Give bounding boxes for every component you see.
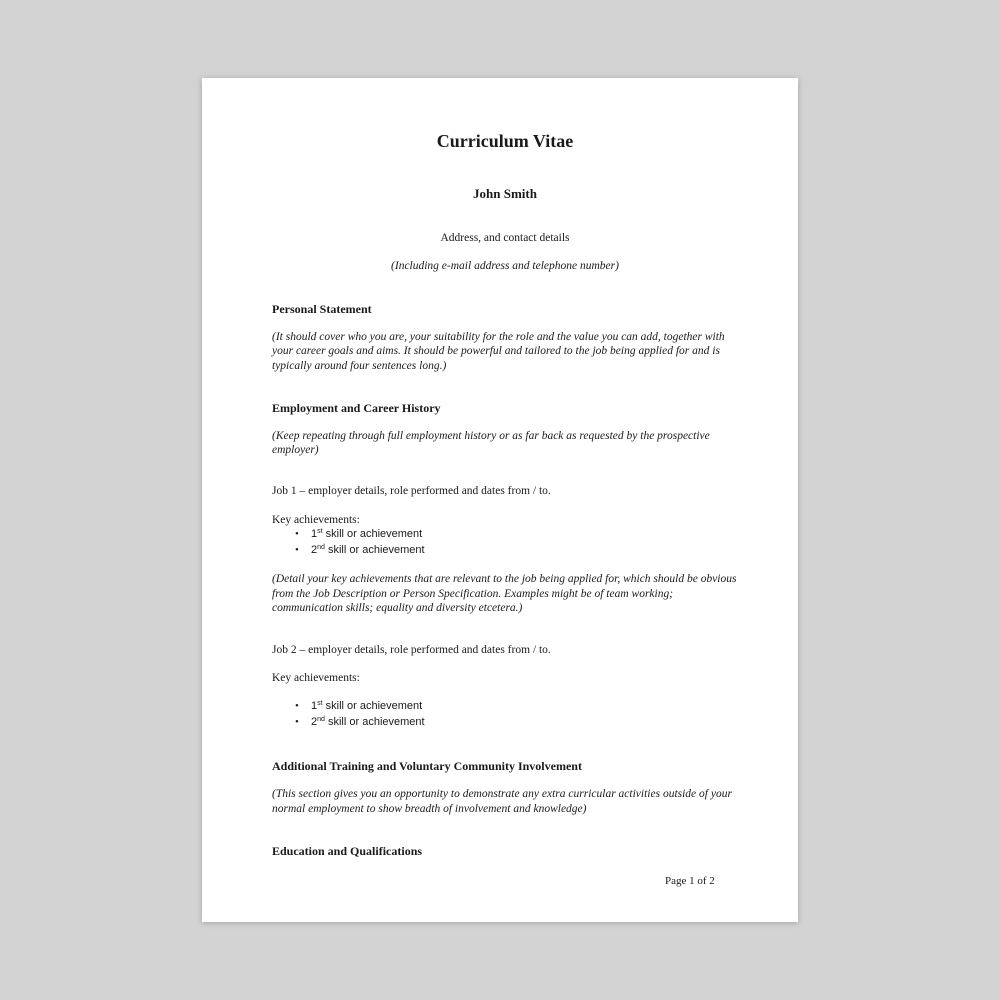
candidate-name: John Smith	[473, 186, 537, 201]
additional-training-heading: Additional Training and Voluntary Community Involvement	[272, 759, 582, 774]
list-item	[295, 543, 738, 559]
list-item	[295, 715, 738, 731]
address-note: (Including e-mail address and telephone number)	[391, 260, 619, 272]
bullet-icon: •	[295, 528, 299, 541]
address-line: Address, and contact details	[440, 232, 570, 244]
education-heading: Education and Qualifications	[272, 843, 423, 858]
bullet-text: 2nd skill or achievement	[311, 716, 425, 729]
job2-bullet-list	[295, 699, 738, 731]
document-title: Curriculum Vitae	[436, 131, 574, 151]
job1-key-achievements-label: Key achievements:	[272, 514, 360, 527]
bullet-text: 1st skill or achievement	[311, 700, 423, 713]
additional-training-guidance: (This section gives you an opportunity to demonstrate any extra curricular activities outside of your normal employment to show breadth of involvement and knowledge)	[272, 788, 732, 815]
list-item	[295, 699, 738, 715]
list-item	[295, 527, 738, 543]
job1-title: Job 1 – employer details, role performed and dates from / to.	[272, 485, 551, 498]
page-number-label: Page 1 of 2	[665, 875, 715, 887]
bullet-icon: •	[295, 716, 299, 729]
employment-guidance: (Keep repeating through full employment history or as far back as requested by the prospective employer)	[272, 429, 710, 457]
bullet-icon: •	[295, 700, 299, 713]
personal-statement-heading: Personal Statement	[272, 302, 372, 316]
job1-detail-guidance: (Detail your key achievements that are relevant to the job being applied for, which should be obvious from the Job Description or Person Specification. Examples might be of team working; communication skills; equality and diversity etcetera.)	[272, 573, 737, 615]
cv-page	[202, 78, 798, 922]
bullet-icon: •	[295, 544, 299, 557]
bullet-text: 1st skill or achievement	[311, 528, 423, 541]
cv-content	[272, 130, 738, 859]
employment-heading: Employment and Career History	[272, 400, 441, 415]
job2-title: Job 2 – employer details, role performed and dates from / to.	[272, 644, 551, 657]
job2-key-achievements-label: Key achievements:	[272, 672, 360, 685]
personal-statement-guidance: (It should cover who you are, your suitability for the role and the value you can add, together with your career goals and aims. It should be powerful and tailored to the job being applied for and is typically around four sentences long.)	[272, 331, 725, 372]
bullet-text: 2nd skill or achievement	[311, 544, 425, 557]
job1-bullet-list	[295, 527, 738, 559]
